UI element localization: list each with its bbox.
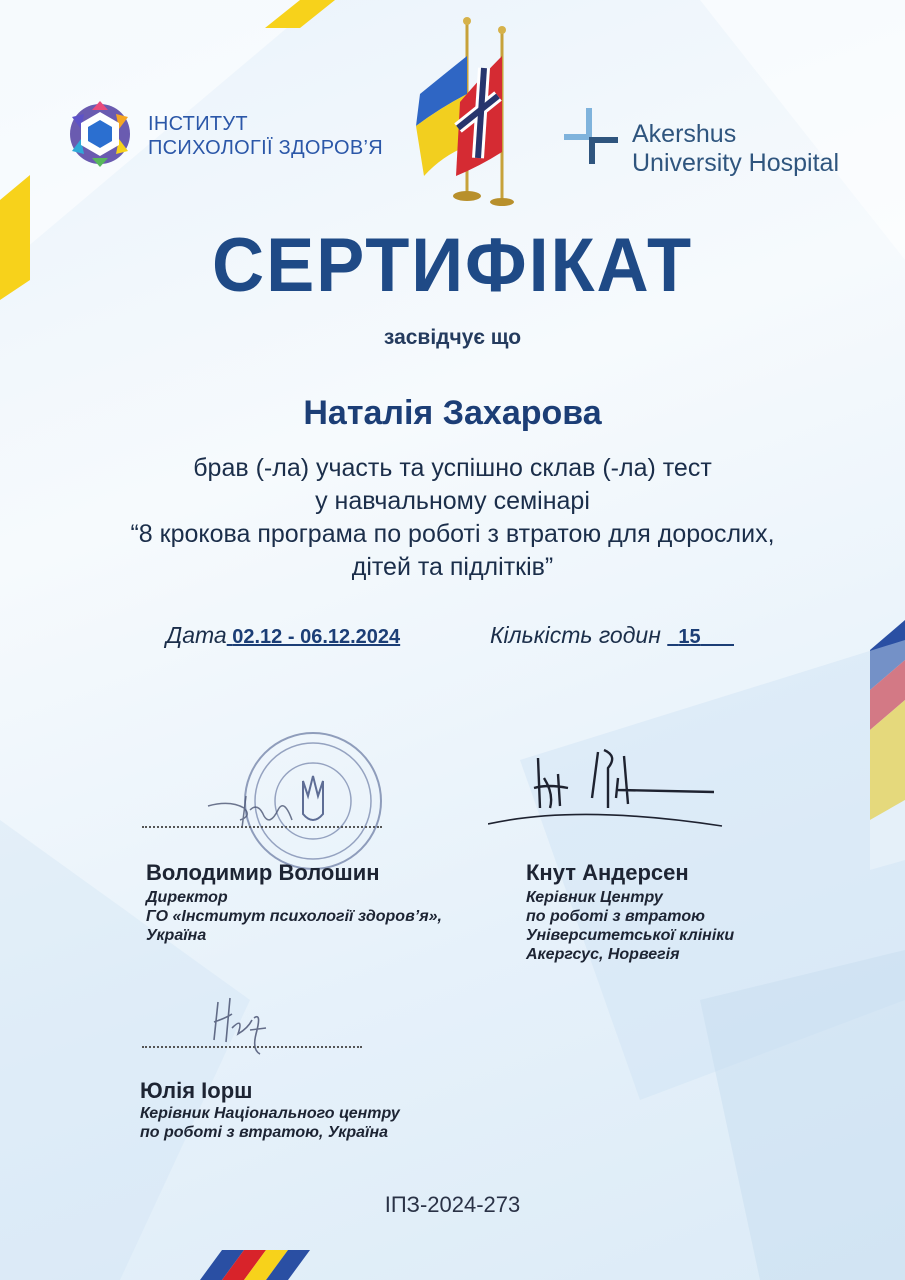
- signatory-1-name: Володимир Волошин: [146, 860, 380, 885]
- institute-name-line1: ІНСТИТУТ: [148, 113, 248, 135]
- certificate-subtitle: засвідчує що: [383, 326, 522, 349]
- role-line: ГО «Інститут психології здоров’я»,: [146, 908, 442, 925]
- date-row: [166, 622, 400, 649]
- institute-name: [148, 112, 383, 160]
- recipient-name: Наталія Захарова: [303, 394, 602, 432]
- date-value: [227, 626, 400, 648]
- signatory-2-name: Кнут Андерсен: [526, 860, 689, 885]
- ukraine-norway-flags-icon: [412, 16, 522, 206]
- certificate-body: [0, 452, 905, 584]
- akershus-logo-icon: [560, 104, 622, 170]
- body-line: у навчальному семінарі: [315, 487, 590, 515]
- partner-name-line1: Akershus: [632, 120, 737, 148]
- signatory-3-name: Юлія Іорш: [140, 1078, 253, 1103]
- role-line: Україна: [146, 927, 207, 944]
- partner-name-line2: University Hospital: [632, 149, 840, 177]
- body-line: дітей та підлітків”: [351, 553, 554, 581]
- body-line: брав (-ла) участь та успішно склав (-ла) тест: [193, 454, 712, 482]
- signatory-2-role: [526, 888, 734, 964]
- partner-name: [632, 120, 839, 178]
- body-line: “8 крокова програма по роботі з втратою для дорослих,: [130, 520, 775, 548]
- date-value-text: 02.12 - 06.12.2024: [232, 626, 401, 648]
- role-line: Керівник Національного центру: [140, 1105, 400, 1122]
- role-line: Університетської клініки: [526, 927, 735, 944]
- role-line: Директор: [146, 889, 228, 906]
- signatory-3-role: [140, 1104, 400, 1142]
- hours-label: Кількість годин: [490, 622, 661, 648]
- institute-gear-logo-icon: [64, 98, 136, 170]
- signature-line: [142, 1046, 362, 1048]
- role-line: Акергсус, Норвегія: [526, 946, 680, 963]
- certificate-title: СЕРТИФІКАТ: [212, 223, 693, 308]
- institute-name-line2: ПСИХОЛОГІЇ ЗДОРОВ’Я: [148, 137, 383, 159]
- role-line: Керівник Центру: [526, 889, 663, 906]
- hours-value: [667, 626, 734, 648]
- signature-line: [142, 826, 382, 828]
- role-line: по роботі з втратою, Україна: [140, 1124, 389, 1141]
- role-line: по роботі з втратою: [526, 908, 705, 925]
- date-label: Дата: [166, 622, 227, 648]
- signatory-1-role: [146, 888, 442, 945]
- hours-value-text: 15: [678, 626, 701, 648]
- signature-andersen: [488, 738, 728, 838]
- hours-row: [490, 622, 734, 649]
- certificate-id: ІПЗ-2024-273: [384, 1192, 521, 1217]
